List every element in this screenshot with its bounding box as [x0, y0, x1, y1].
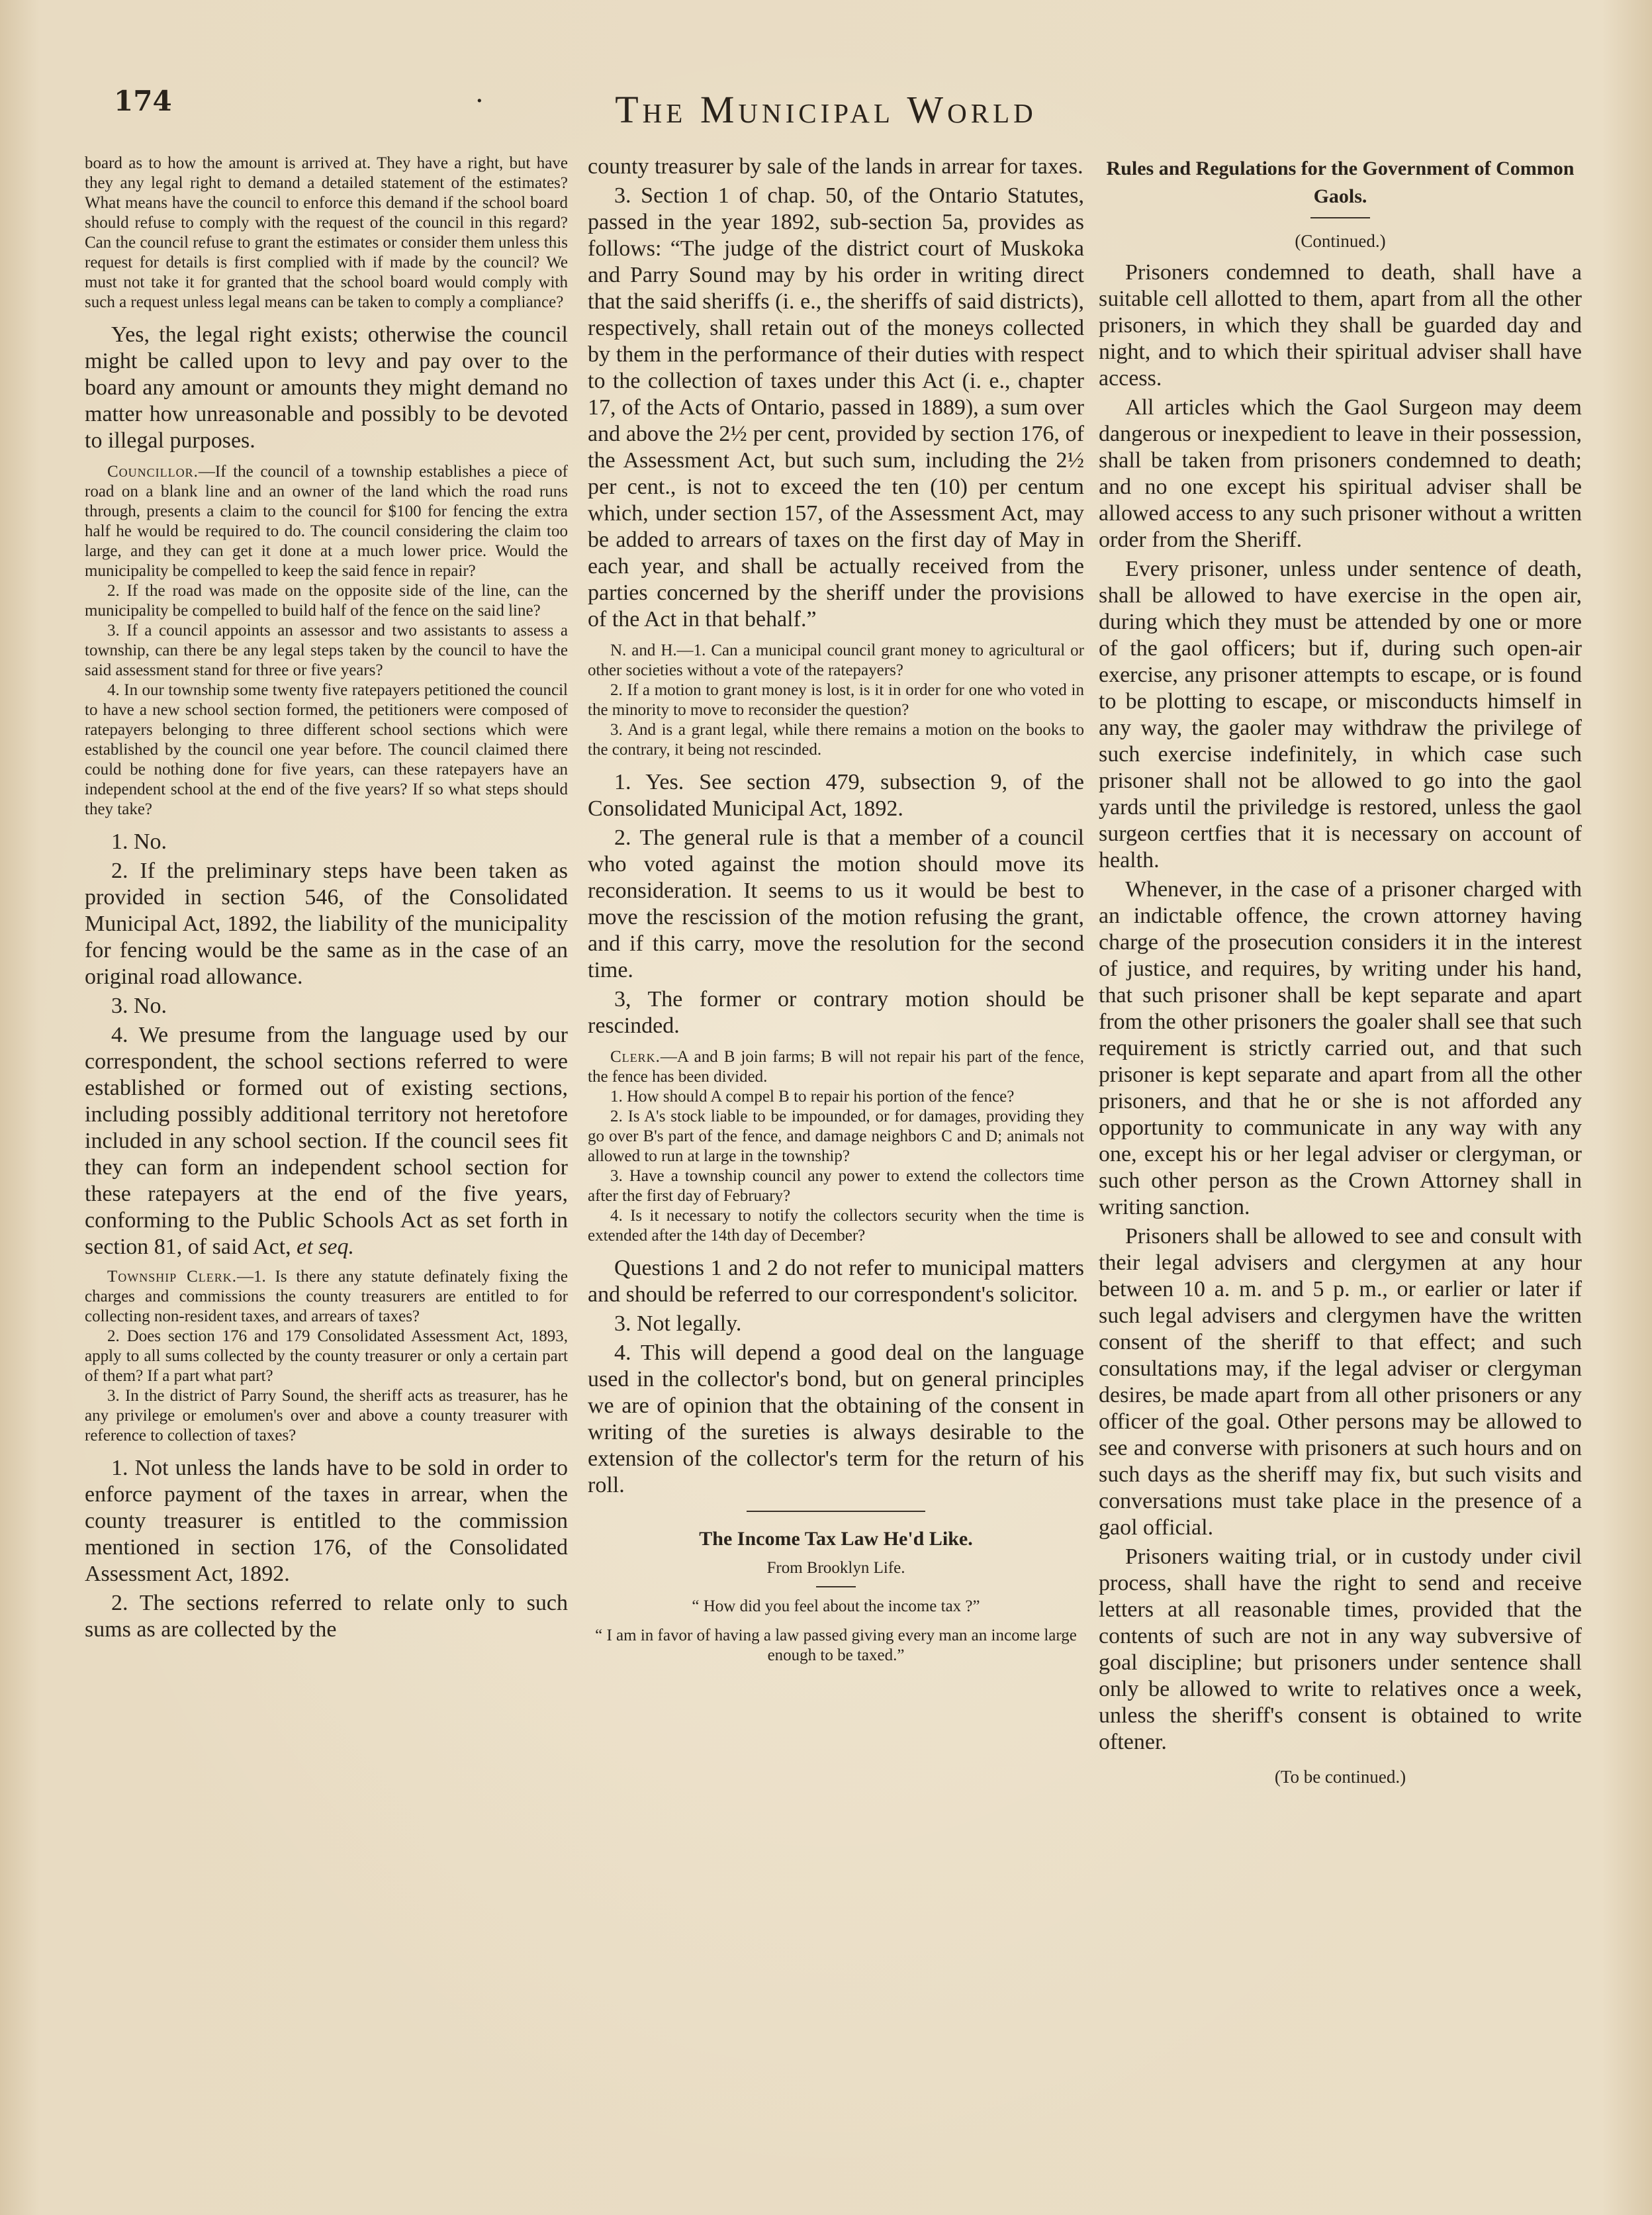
- divider: [1310, 217, 1370, 218]
- answer-text: 4. This will depend a good deal on the language used in the collector's bond, but on general principles we are of opinion that the obtaining of the consent in writing of the sureties is always desirable to the extension of the collector's term for the return of his roll.: [588, 1341, 1084, 1497]
- answer-text: 2. If the preliminary steps have been taken as provided in section 546, of the Consolidated Municipal Act, 1892, the liability of the municipality for fencing would be the same as in the case of an original road allowance.: [85, 859, 568, 989]
- correspondent-label: Clerk.: [610, 1048, 661, 1066]
- question-text: Clerk.—A and B join farms; B will not repair his part of the fence, the fence has been divided.: [588, 1048, 1084, 1086]
- answer-text: 3. Not legally.: [614, 1311, 742, 1336]
- column-middle: [588, 154, 1084, 1675]
- question-text: N. and H.—1. Can a municipal council grant money to agricultural or other societies without a vote of the ratepayers?: [588, 641, 1084, 679]
- question-text: 3. Have a township council any power to extend the collectors time after the first day of February?: [588, 1167, 1084, 1205]
- article-heading: The Income Tax Law He'd Like.: [699, 1528, 973, 1550]
- continued-label: (Continued.): [1295, 231, 1386, 251]
- quote-text: “ I am in favor of having a law passed giving every man an income large enough to be taxed.”: [595, 1626, 1077, 1664]
- answer-text: 2. The general rule is that a member of a council who voted against the motion should move its reconsideration. It seems to us it would be best to move the rescission of the motion refusing the grant, and if this carry, move the resolution for the second time.: [588, 825, 1084, 982]
- correspondent-label: Township Clerk.: [107, 1268, 237, 1286]
- question-text: Councillor.—If the council of a township establishes a piece of road on a blank line and an owner of the land which the road runs through, presents a claim to the council for $100 for fencing the extra half he would be required to do. The council considering the claim too large, and they can get it done at a much lower price. Would the municipality be compelled to keep the said fence in repair?: [85, 463, 568, 580]
- page-number: 174: [114, 85, 172, 117]
- correspondent-label: Councillor.: [107, 463, 199, 481]
- article-source: From Brooklyn Life.: [766, 1559, 905, 1577]
- answer-text: 3. No.: [111, 994, 167, 1018]
- question-text: 3. In the district of Parry Sound, the sheriff acts as treasurer, has he any privilege or emolumen's over and above a county treasurer with reference to collection of taxes?: [85, 1387, 568, 1444]
- to-be-continued-label: (To be continued.): [1274, 1767, 1406, 1787]
- quote-text: “ How did you feel about the income tax ?”: [692, 1597, 980, 1615]
- answer-text: 2. The sections referred to relate only to such sums as are collected by the: [85, 1591, 568, 1642]
- header-dot: ·: [475, 86, 484, 117]
- body-paragraph: Prisoners waiting trial, or in custody under civil process, shall have the right to send and receive letters at all reasonable times, provided that the contents of such are not in any way subversive of goal discipline; but prisoners under sentence shall only be allowed to write to relatives once a week, unless the sheriff's consent is obtained to write oftener.: [1099, 1544, 1582, 1754]
- answer-text: Questions 1 and 2 do not refer to municipal matters and should be referred to our correspondent's solicitor.: [588, 1256, 1084, 1307]
- question-text: 3. If a council appoints an assessor and two assistants to assess a township, can there be any legal steps taken by the council to have the said assessment stand for three or five years?: [85, 622, 568, 679]
- body-paragraph: All articles which the Gaol Surgeon may deem dangerous or inexpedient to leave in their possession, shall be taken from prisoners condemned to death; and no one except his spiritual adviser shall be allowed access to any such prisoner without a written order from the Sheriff.: [1099, 395, 1582, 552]
- question-text: 2. If the road was made on the opposite side of the line, can the municipality be compelled to build half of the fence on the said line?: [85, 582, 568, 620]
- question-text: 2. If a motion to grant money is lost, is it in order for one who voted in the minority to move to reconsider the question?: [588, 681, 1084, 719]
- article-heading: Rules and Regulations for the Government of Common Gaols.: [1106, 158, 1575, 207]
- question-block-clerk: [588, 1047, 1084, 1246]
- masthead-title: The Municipal World: [615, 88, 1037, 131]
- answer-text: 4. We presume from the language used by our correspondent, the school sections referred to were established or formed out of existing sections, including possibly additional territory not heretofore included in any school section. If the council sees fit they can form an independent school section for these ratepayers at the end of the five years, conforming to the Public Schools Act as set forth in section 81, of said Act, et seq.: [85, 1023, 568, 1259]
- section-divider: [747, 1511, 925, 1512]
- question-block-township-clerk: [85, 1267, 568, 1446]
- answer-text: county treasurer by sale of the lands in arrear for taxes.: [588, 154, 1083, 179]
- question-block-councillor: [85, 462, 568, 820]
- answer-text: 1. Not unless the lands have to be sold in order to enforce payment of the taxes in arrear, when the county treasurer is entitled to the commission mentioned in section 176, of the Consolidated Assessment Act, 1892.: [85, 1456, 568, 1586]
- question-text: 4. Is it necessary to notify the collectors security when the time is extended after the 14th day of December?: [588, 1207, 1084, 1245]
- answer-text: 3. Section 1 of chap. 50, of the Ontario Statutes, passed in the year 1892, sub-section 5a, provides as follows: “The judge of the district court of Muskoka and Parry Sound may by his order in writing direct that the said sheriffs (i. e., the sheriffs of said districts), respectively, shall retain out of the moneys collected by them in the performance of their duties with respect to the collection of taxes under this Act (i. e., chapter 17, of the Acts of Ontario, passed in 1889), a sum over and above the 2½ per cent, provided by section 176, of the Assessment Act, but such sum, including the 2½ per cent., is not to exceed the ten (10) per centum which, under section 157, of the Assessment Act, may be added to arrears of taxes on the first day of May in each year, and shall be actually received from the parties concerned by the sheriff under the provisions of the Act in that behalf.”: [588, 183, 1084, 632]
- question-text: board as to how the amount is arrived at. They have a right, but have they any legal right to demand a detailed statement of the estimates? What means have the council to enforce this demand if the school board should refuse to comply with the request of the council in this regard? Can the council refuse to grant the estimates or consider them unless this request for details is first complied with if made by the council? We must not take it for granted that the school board would comply with such a request unless legal means can be taken to comply a compliance?: [85, 154, 568, 311]
- question-text: 4. In our township some twenty five ratepayers petitioned the council to have a new school section formed, the petitioners were composed of ratepayers belonging to three different school sections which were established by the council one year before. The council claimed there could be nothing done for five years, can these ratepayers have an independent school at the end of the five years? If so what steps should they take?: [85, 681, 568, 818]
- body-paragraph: Prisoners shall be allowed to see and consult with their legal advisers and clergymen at any hour between 10 a. m. and 5 p. m., or earlier or later if such legal advisers and clergymen have the written consent of the sheriff to that effect; and such consultations may, if the legal adviser or clergyman desires, be made apart from all other prisoners or any officer of the goal. Other persons may be allowed to see and converse with prisoners at such hours and on such days as the sheriff may fix, but such visits and conversations must take place in the presence of a gaol official.: [1099, 1224, 1582, 1540]
- question-text: 1. How should A compel B to repair his portion of the fence?: [610, 1088, 1015, 1106]
- question-block-nh: [588, 641, 1084, 760]
- question-block: [85, 154, 568, 312]
- answer-text: 3, The former or contrary motion should be rescinded.: [588, 987, 1084, 1038]
- question-text: Township Clerk.—1. Is there any statute definately fixing the charges and commissions the county treasurers are entitled to for collecting non-resident taxes, and arrears of taxes?: [85, 1268, 568, 1325]
- body-paragraph: Every prisoner, unless under sentence of death, shall be allowed to have exercise in the open air, during which they must be attended by one or more of the gaol officers; but if, during such open-air exercise, any prisoner attempts to escape, or is found to be plotting to escape, or misconducts himself in any way, the gaoler may withdraw the privilege of such exercise indefinitely, in which case such prisoner shall not be allowed to go into the gaol yards until the priviledge is restored, unless the gaol surgeon certfies that it is necessary on account of health.: [1099, 557, 1582, 872]
- answer-text: Yes, the legal right exists; otherwise the council might be called upon to levy and pay over to the board any amount or amounts they might demand no matter how unreasonable and possibly to be devoted to illegal purposes.: [85, 322, 568, 453]
- column-right: [1099, 154, 1582, 1795]
- answer-text: 1. No.: [111, 829, 167, 854]
- body-paragraph: Prisoners condemned to death, shall have a suitable cell allotted to them, apart from all the other prisoners, in which they shall be guarded day and night, and to which their spiritual adviser shall have access.: [1099, 260, 1582, 391]
- divider: [816, 1586, 856, 1587]
- question-text: 2. Does section 176 and 179 Consolidated Assessment Act, 1893, apply to all sums collected by the county treasurer or only a certain part of them? If a part what part?: [85, 1327, 568, 1385]
- question-text: 2. Is A's stock liable to be impounded, or for damages, providing they go over B's part of the fence, and damage neighbors C and D; animals not allowed to run at large in the township?: [588, 1108, 1084, 1165]
- column-left: [85, 154, 568, 1646]
- correspondent-label: N. and H.: [610, 641, 677, 659]
- answer-text: 1. Yes. See section 479, subsection 9, of the Consolidated Municipal Act, 1892.: [588, 770, 1084, 821]
- body-paragraph: Whenever, in the case of a prisoner charged with an indictable offence, the crown attorney having charge of the prosecution considers it in the interest of justice, and requires, by writing under his hand, that such prisoner shall be kept separate and apart from the other prisoners the goaler shall see that such requirement is strictly carried out, and that such prisoner is kept separate and apart from all the other prisoners, and that he or she is not afforded any opportunity to communicate in any way with any one, except his or her legal adviser or clergyman, or such other person as the Crown Attorney shall in writing sanction.: [1099, 877, 1582, 1219]
- question-text: 3. And is a grant legal, while there remains a motion on the books to the contrary, it being not rescinded.: [588, 721, 1084, 759]
